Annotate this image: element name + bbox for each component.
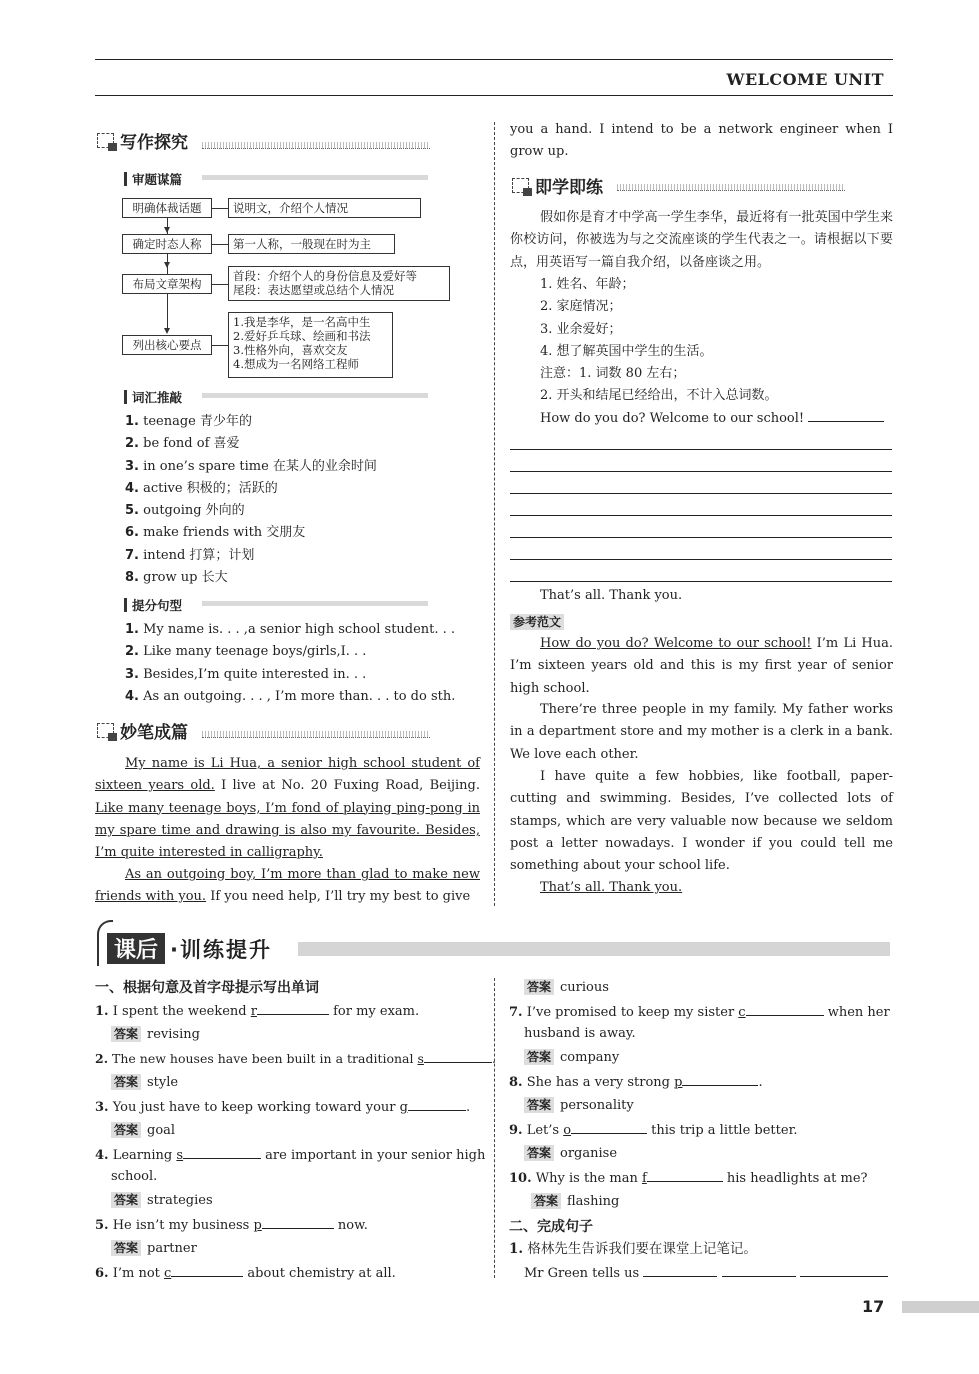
plan-heading-line xyxy=(202,175,428,180)
writing-blank[interactable] xyxy=(808,409,884,422)
flow-link xyxy=(212,284,228,285)
column-divider xyxy=(494,122,495,906)
list-item: 1. My name is. . . ,a senior high school student. . . xyxy=(125,622,456,637)
sample-paragraph-3: I have quite a few hobbies, like football, paper-cutting and swimming. Besides, I’ve collected lots of stamps, which are very valuable now because we seldom post a letter nowadays. I wonder if you could tell me something about your school life. xyxy=(510,769,893,874)
list-item: How do you do? Welcome to our school! xyxy=(540,408,890,430)
question-7: 7. I’ve promised to keep my sister c when her xyxy=(509,1005,890,1020)
list-item: 3. 业余爱好； xyxy=(540,321,622,337)
question-10: 10. Why is the man f his headlights at me? xyxy=(509,1171,868,1186)
composition-paragraph-1: My name is Li Hua, a senior high school student of sixteen years old. I live at No. 20 Fuxing Road, Beijing. Like many teenage boys, I’m fond of playing ping-pong in my spare time and drawing is also my favourite. Besides, I’m quite interested in calligraphy. xyxy=(95,756,480,861)
section-title: 写作探究 xyxy=(120,132,188,153)
practice-points xyxy=(540,274,890,430)
header-bottom-rule xyxy=(95,95,893,96)
list-item: 4. As an outgoing. . . , I’m more than. . . to do sth. xyxy=(125,688,456,704)
answer-blank[interactable] xyxy=(746,1003,824,1016)
answer-10: 答案 flashing xyxy=(531,1193,619,1210)
practice-prompt: 假如你是育才中学高一学生李华，最近将有一批英国中学生来你校访问，你被选为与之交流座谈的学生代表之一。请根据以下要点，用英语写一篇自我介绍，以备座谈之用。 xyxy=(510,210,893,270)
question-9: 9. Let’s o this trip a little better. xyxy=(509,1123,798,1138)
question-4-cont: school. xyxy=(111,1169,158,1184)
answer-3: 答案 goal xyxy=(111,1122,175,1139)
sentence-heading: 提分句型 xyxy=(124,596,182,614)
list-item: 8. grow up 长大 xyxy=(125,570,228,586)
banner-box: 课后 xyxy=(107,933,165,964)
answer-blank[interactable] xyxy=(183,1146,261,1159)
answer-blank[interactable] xyxy=(171,1264,243,1277)
answer-blank[interactable] xyxy=(571,1121,647,1134)
flow-label-1: 明确体裁话题 xyxy=(122,198,212,218)
answer-8: 答案 personality xyxy=(524,1097,634,1114)
flow-link xyxy=(212,345,228,346)
list-item: 6. make friends with 交朋友 xyxy=(125,525,306,541)
practice-closing: That’s all. Thank you. xyxy=(540,588,683,603)
question-1: 1. I spent the weekend r for my exam. xyxy=(95,1004,420,1019)
question-2: 2. The new houses have been built in a traditional s . xyxy=(95,1051,496,1066)
composition-paragraph-2b: you a hand. I intend to be a network engineer when I grow up. xyxy=(510,122,893,160)
sample-paragraph-1: How do you do? Welcome to our school! I’m Li Hua. I’m sixteen years old and this is my first year of senior high school. xyxy=(510,636,894,696)
answer-blank[interactable] xyxy=(262,1216,334,1229)
writing-line[interactable] xyxy=(510,471,892,472)
question-5: 5. He isn’t my business p now. xyxy=(95,1218,368,1233)
answer-blank[interactable] xyxy=(424,1050,492,1063)
answer-1: 答案 revising xyxy=(111,1026,200,1043)
question-3: 3. You just have to keep working toward your g . xyxy=(95,1100,471,1115)
part2-title: 二、完成句子 xyxy=(509,1219,593,1235)
answer-blank[interactable] xyxy=(722,1264,796,1277)
section-title: 妙笔成篇 xyxy=(120,722,188,743)
answer-9: 答案 organise xyxy=(524,1145,617,1162)
flow-label-2: 确定时态人称 xyxy=(122,234,212,254)
answer-blank[interactable] xyxy=(682,1073,758,1086)
unit-title: WELCOME UNIT xyxy=(726,70,884,89)
list-item: 5. outgoing 外向的 xyxy=(125,503,245,519)
answer-blank[interactable] xyxy=(800,1264,888,1277)
writing-line[interactable] xyxy=(510,559,892,560)
answer-blank[interactable] xyxy=(257,1002,329,1015)
section-writing-explore xyxy=(97,128,188,152)
section-icon xyxy=(97,133,114,148)
flow-arrow-icon xyxy=(164,262,170,268)
flow-content-3: 首段：介绍个人的身份信息及爱好等 尾段：表达愿望或总结个人情况 xyxy=(228,266,450,301)
list-item: 1. 姓名、年龄； xyxy=(540,277,635,292)
question-7-cont: husband is away. xyxy=(524,1026,636,1041)
list-item: 2. 家庭情况； xyxy=(540,299,622,315)
list-item: 2. 开头和结尾已经给出，不计入总词数。 xyxy=(540,388,778,404)
answer-6: 答案 curious xyxy=(524,979,609,996)
list-item: 3. Besides,I’m quite interested in. . . xyxy=(125,666,367,682)
plan-heading: 审题谋篇 xyxy=(124,170,182,188)
answer-2: 答案 style xyxy=(111,1074,178,1091)
section-icon xyxy=(97,723,114,738)
flow-arrow-icon xyxy=(164,227,170,233)
column-divider xyxy=(494,978,495,1278)
list-item: 4. active 积极的；活跃的 xyxy=(125,480,278,496)
section-title-line xyxy=(202,731,430,738)
writing-line[interactable] xyxy=(510,537,892,538)
complete-1-cn: 1. 格林先生告诉我们要在课堂上记笔记。 xyxy=(509,1241,757,1257)
section-title-line xyxy=(202,142,430,149)
flow-content-4: 1.我是李华，是一名高中生 2.爱好乒乓球、绘画和书法 3.性格外向，喜欢交友 4.想成为一名网络工程师 xyxy=(228,312,393,378)
flow-link xyxy=(212,244,228,245)
list-item: 1. teenage 青少年的 xyxy=(125,414,253,429)
section-practice xyxy=(512,173,603,197)
composition-paragraph-2a: As an outgoing boy, I’m more than glad to make new friends with you. If you need help, I’ll try my best to give xyxy=(95,867,480,905)
section-icon xyxy=(512,178,529,193)
sample-heading: 参考范文 xyxy=(510,611,570,630)
flow-content-1: 说明文，介绍个人情况 xyxy=(228,198,421,218)
question-8: 8. She has a very strong p . xyxy=(509,1075,763,1090)
writing-line[interactable] xyxy=(510,493,892,494)
flow-label-3: 布局文章架构 xyxy=(122,274,212,294)
answer-blank[interactable] xyxy=(408,1098,466,1111)
answer-blank[interactable] xyxy=(647,1169,723,1182)
answer-5: 答案 partner xyxy=(111,1240,197,1257)
writing-line[interactable] xyxy=(510,515,892,516)
writing-line[interactable] xyxy=(510,449,892,450)
flow-link xyxy=(212,208,228,209)
list-item: 7. intend 打算；计划 xyxy=(125,547,255,563)
page-bar xyxy=(902,1301,979,1313)
list-item: 2. be fond of 喜爱 xyxy=(125,436,240,452)
list-item: 2. Like many teenage boys/girls,I. . . xyxy=(125,644,367,660)
answer-7: 答案 company xyxy=(524,1049,619,1066)
page-number: 17 xyxy=(862,1297,885,1316)
answer-4: 答案 strategies xyxy=(111,1192,213,1209)
header-top-rule xyxy=(95,59,893,60)
vocab-heading: 词汇推敲 xyxy=(124,388,182,406)
banner-bar xyxy=(298,942,890,956)
list-item: 4. 想了解英国中学生的生活。 xyxy=(540,343,713,359)
sentence-heading-line xyxy=(202,601,428,606)
complete-1-en: Mr Green tells us xyxy=(524,1264,888,1282)
vocab-list xyxy=(125,411,485,589)
part1-title: 一、根据句意及首字母提示写出单词 xyxy=(95,980,319,996)
list-item: 注意：1. 词数 80 左右； xyxy=(540,366,686,382)
sample-paragraph-2: There’re three people in my family. My father works in a department store and my mother is a clerk in a bank. We love each other. xyxy=(510,702,893,762)
vocab-heading-line xyxy=(202,393,428,398)
flow-content-2: 第一人称，一般现在时为主 xyxy=(228,234,395,254)
sentence-list xyxy=(125,619,485,708)
answer-blank[interactable] xyxy=(643,1264,717,1277)
question-4: 4. Learning s are important in your senior high xyxy=(95,1148,486,1163)
flow-arrow-icon xyxy=(164,328,170,334)
banner-title: ·训练提升 xyxy=(170,937,272,962)
section-composition xyxy=(97,718,188,742)
writing-line[interactable] xyxy=(510,581,892,582)
sample-paragraph-4: That’s all. Thank you. xyxy=(540,880,683,895)
list-item: 3. in one’s spare time 在某人的业余时间 xyxy=(125,458,377,474)
section-title: 即学即练 xyxy=(535,177,603,198)
flow-label-4: 列出核心要点 xyxy=(122,335,212,355)
section-title-line xyxy=(617,184,845,191)
question-6: 6. I’m not c about chemistry at all. xyxy=(95,1266,396,1281)
